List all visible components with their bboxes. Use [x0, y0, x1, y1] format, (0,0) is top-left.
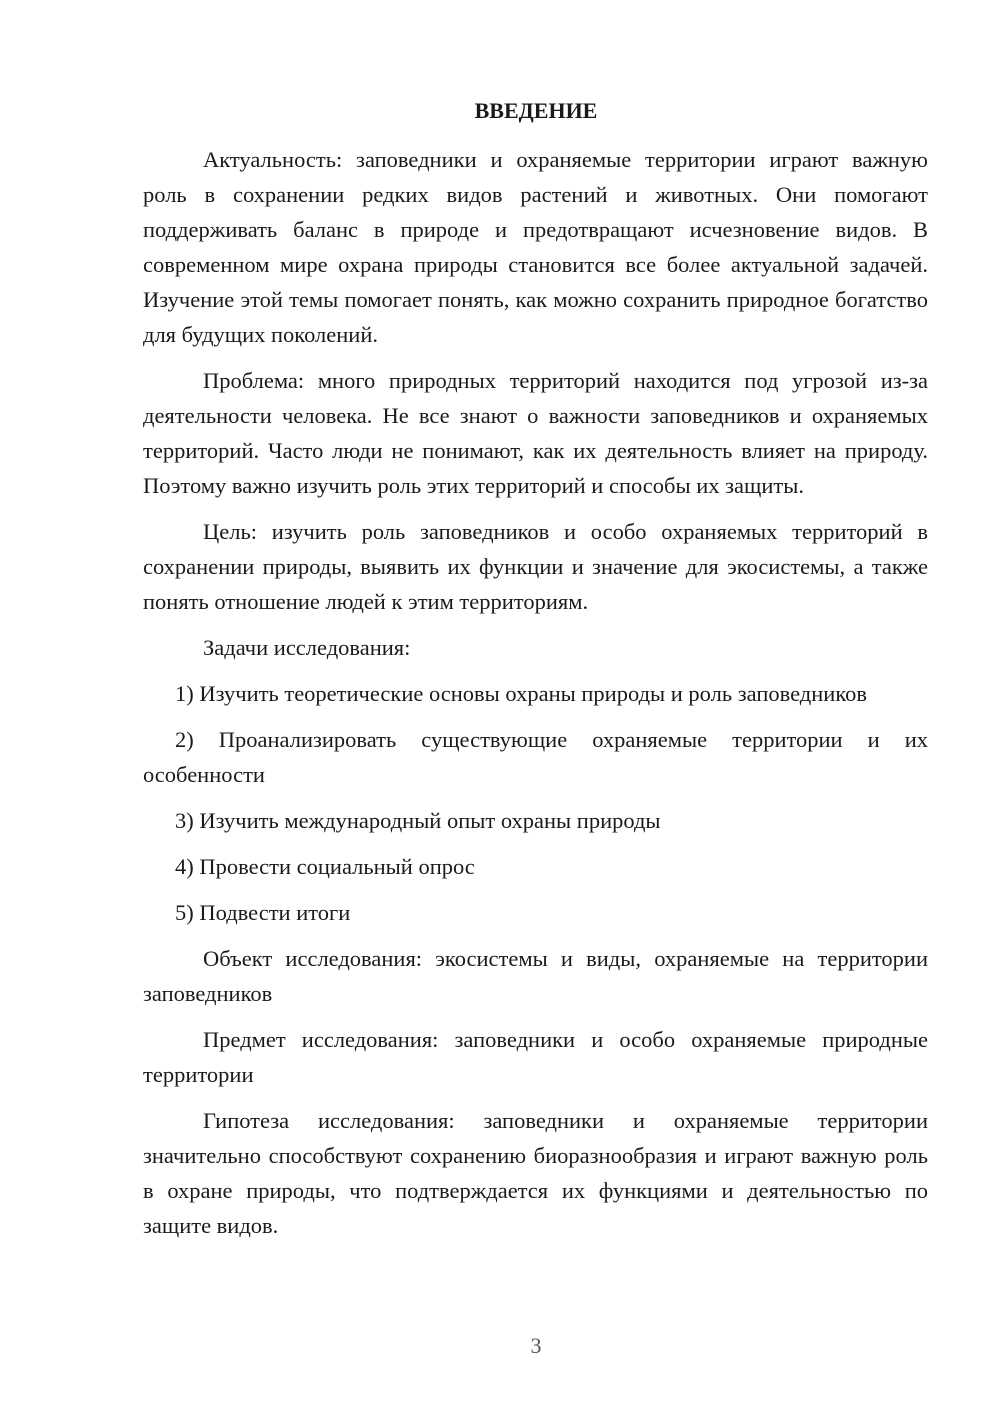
paragraph-relevance: Актуальность: заповедники и охраняемые территории играют важную роль в сохранении редких видов растений и животных. Они помогают поддерживать баланс в природе и предотвращают исчезновение видов. В современном мире охрана природы становится все более актуальной задачей. Изучение этой темы помогает понять, как можно сохранить природное богатство для будущих поколений. [143, 147, 928, 347]
task-item-2: 2) Проанализировать существующие охраняемые территории и их особенности [143, 727, 928, 787]
paragraph-goal: Цель: изучить роль заповедников и особо охраняемых территорий в сохранении природы, выявить их функции и значение для экосистемы, а также понять отношение людей к этим территориям. [143, 519, 928, 614]
page-title: ВВЕДЕНИЕ [474, 98, 598, 123]
paragraph-subject: Предмет исследования: заповедники и особо охраняемые природные территории [143, 1027, 928, 1087]
paragraph-hypothesis: Гипотеза исследования: заповедники и охраняемые территории значительно способствуют сохранению биоразнообразия и играют важную роль в охране природы, что подтверждается их функциями и деятельностью по защите видов. [143, 1108, 928, 1238]
task-item-1: 1) Изучить теоретические основы охраны природы и роль заповедников [175, 681, 867, 706]
paragraph-object: Объект исследования: экосистемы и виды, охраняемые на территории заповедников [143, 946, 928, 1006]
page-number: 3 [530, 1333, 542, 1358]
paragraph-problem: Проблема: много природных территорий находится под угрозой из-за деятельности человека. Не все знают о важности заповедников и охраняемых территорий. Часто люди не понимают, как их деятельность влияет на природу. Поэтому важно изучить роль этих территорий и способы их защиты. [143, 368, 928, 498]
task-item-4: 4) Провести социальный опрос [175, 854, 475, 879]
document-body [143, 142, 928, 1243]
task-item-5: 5) Подвести итоги [175, 900, 351, 925]
task-item-3: 3) Изучить международный опыт охраны природы [175, 808, 661, 833]
tasks-heading: Задачи исследования: [203, 635, 411, 660]
